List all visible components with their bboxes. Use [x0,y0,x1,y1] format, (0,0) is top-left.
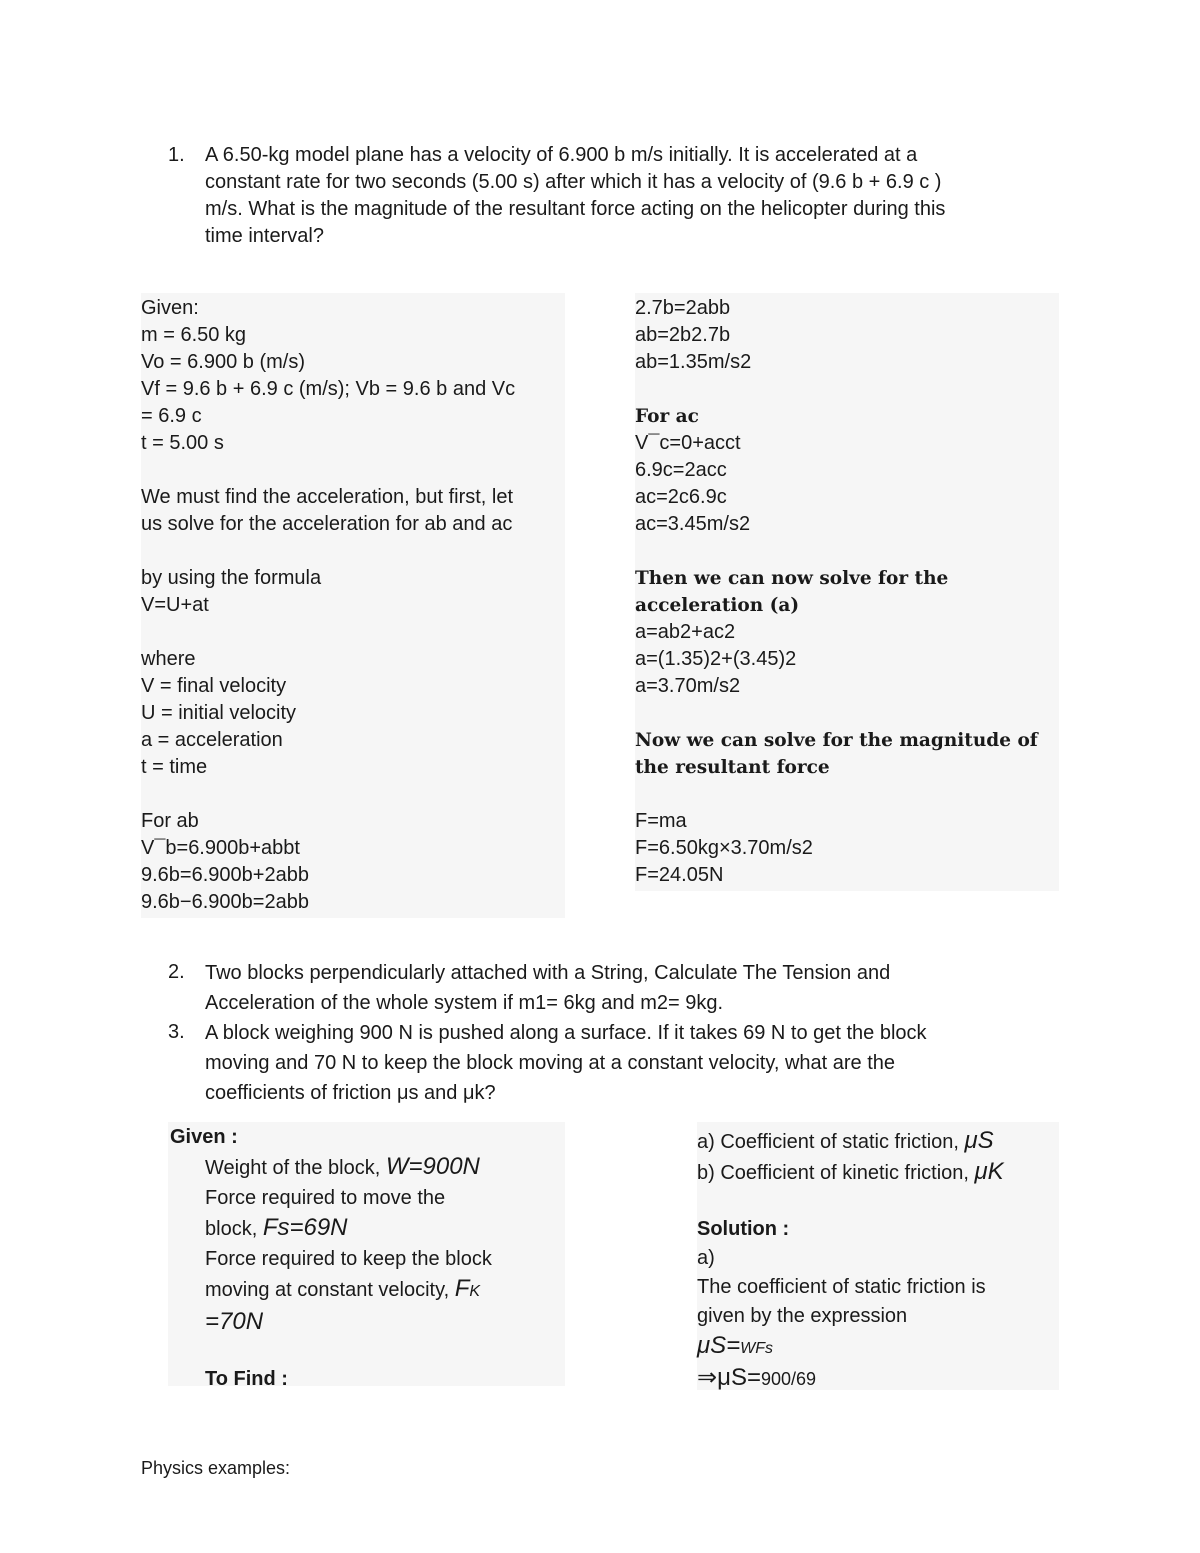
equation: ab=2b2.7b [635,324,731,346]
equation: a=(1.35)2+(3.45)2 [635,648,797,670]
given-list: Weight of the block, W=900N Force required to move the block, Fs=69N Force required to keep the block moving at constant velocity, FK =70N To Find : [168,1152,565,1394]
question-2 [168,958,1048,1018]
text-line: We must find the acceleration, but first, let [141,486,514,508]
force-heading-cont: the resultant force [635,757,830,778]
question-3 [168,1018,1048,1108]
acceleration-heading: Then we can now solve for the [635,568,949,589]
definition: U = initial velocity [141,702,297,724]
question-number: 2. [168,961,185,983]
given-panel [168,1122,565,1390]
equation: ac=3.45m/s2 [635,513,751,535]
weight-math: W=900N [385,1153,480,1180]
given-final-velocity-cont: = 6.9 c [141,405,202,427]
blank-line [635,376,1059,403]
equation: a=3.70m/s2 [635,675,741,697]
page-footer: Physics examples: [141,1458,291,1478]
text-line: where [141,648,196,670]
for-ac-heading: For ac [635,406,699,427]
blank-line [141,457,565,484]
to-find-heading: To Find : [205,1368,288,1390]
blank-line [141,619,565,646]
equation: 9.6b−6.900b=2abb [141,891,309,913]
formula: V=U+at [141,594,209,616]
question-number: 3. [168,1021,185,1043]
kinetic-force-math: =70N [205,1308,264,1335]
solution-panel-left [141,293,565,918]
for-ab-heading: For ab [141,810,199,832]
force-heading: Now we can solve for the magnitude of [635,730,1038,751]
given-kinetic-force: moving at constant velocity, FK [205,1275,481,1302]
blank-line [635,700,1059,727]
given-weight: Weight of the block, W=900N [205,1153,480,1180]
given-heading: Given: [141,297,199,319]
question-number: 1. [168,144,185,166]
equation: ab=1.35m/s2 [635,351,752,373]
given-static-force: block, Fs=69N [205,1214,348,1241]
equation: V¯b=6.900b+abbt [141,837,300,859]
blank-line [697,1188,1059,1215]
equation: 9.6b=6.900b+2abb [141,864,309,886]
blank-line [205,1337,565,1364]
text-line: us solve for the acceleration for ab and ac [141,513,513,535]
static-friction-substitution: ⇒μS=900/69 [697,1364,817,1391]
equation: a=ab2+ac2 [635,621,736,643]
question-text: Two blocks perpendicularly attached with a String, Calculate The Tension and Acceleration of the whole system if m1= 6kg and m2= 9kg. [205,962,891,1014]
friction-solution-panel: a) Coefficient of static friction, μS b) Coefficient of kinetic friction, μK Solution : a) The coefficient of static friction is given by the expression μS=WFs ⇒μS=900/69 [697,1122,1059,1390]
equation: 6.9c=2acc [635,459,727,481]
given-initial-velocity: Vo = 6.900 b (m/s) [141,351,305,373]
definition: t = time [141,756,208,778]
static-friction-formula: μS=WFs [697,1332,774,1359]
question-text: A block weighing 900 N is pushed along a surface. If it takes 69 N to get the block moving and 70 N to keep the block moving at a constant velocity, what are the coefficients of friction μs and μk? [205,1022,927,1104]
definition: a = acceleration [141,729,283,751]
blank-line [635,781,1059,808]
part-a-label: a) [697,1247,715,1269]
find-static-coefficient: a) Coefficient of static friction, μS [697,1127,994,1154]
equation: 2.7b=2abb [635,297,731,319]
final-answer: F=24.05N [635,864,724,886]
question-text: A 6.50-kg model plane has a velocity of 6.900 b m/s initially. It is accelerated at a constant rate for two seconds (5.00 s) after which it has a velocity of (9.6 b + 6.9 c ) m/s. What is the magnitude of the resultant force acting on the helicopter during this time interval? [205,144,946,247]
given-heading: Given : [170,1126,238,1148]
blank-line [635,538,1059,565]
given-final-velocity: Vf = 9.6 b + 6.9 c (m/s); Vb = 9.6 b and Vc [141,378,516,400]
static-force-math: Fs=69N [262,1214,348,1241]
solution-panel-right [635,293,1059,891]
definition: V = final velocity [141,675,287,697]
equation: V¯c=0+acct [635,432,741,454]
equation: F=ma [635,810,687,832]
equation: F=6.50kg×3.70m/s2 [635,837,813,859]
blank-line [141,538,565,565]
solution-heading: Solution : [697,1218,790,1240]
find-kinetic-coefficient: b) Coefficient of kinetic friction, μK [697,1158,1004,1185]
acceleration-heading-cont: acceleration (a) [635,595,800,616]
question-1 [168,142,1048,250]
equation: ac=2c6.9c [635,486,727,508]
given-time: t = 5.00 s [141,432,224,454]
text-line: by using the formula [141,567,322,589]
blank-line [141,781,565,808]
given-mass: m = 6.50 kg [141,324,247,346]
